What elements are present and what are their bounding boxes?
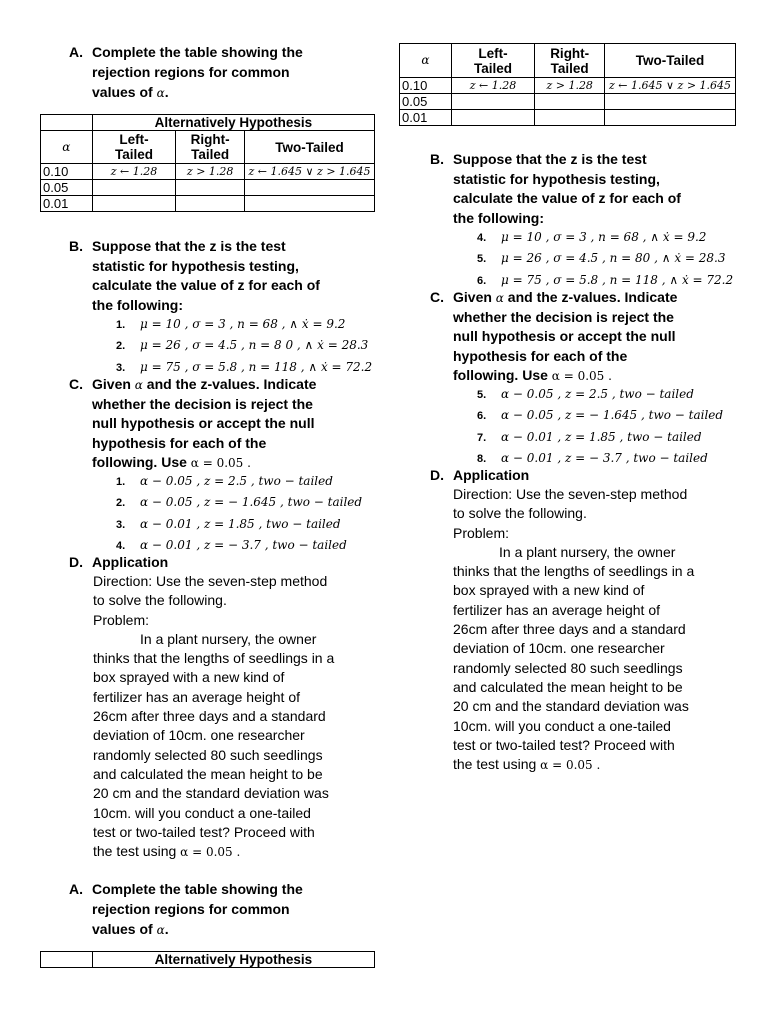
table-cell: 0.10	[41, 164, 93, 180]
left-rejection-table-2: Alternatively Hypothesis	[40, 951, 375, 968]
left-tailed-header: Left-	[478, 45, 508, 61]
left-section-b-heading: B. Suppose that the z is the test statistic for hypothesis testing, calculate the value of z for each of the following:	[69, 238, 320, 313]
right-section-b-heading: B. Suppose that the z is the test statistic for hypothesis testing, calculate the value of z for each of the following:	[430, 151, 681, 226]
right-section-d-heading: D. Application	[430, 467, 530, 483]
list-item: 1. α − 0.05 , z = 2.5 , two − tailed	[116, 474, 333, 488]
list-item: 4. α − 0.01 , z = − 3.7 , two − tailed	[116, 537, 347, 552]
left-section-a2-heading: A. Complete the table showing the rejection regions for common values of α.	[69, 881, 303, 937]
alpha-header: α	[41, 131, 93, 164]
table-cell: 0.10	[400, 78, 452, 94]
list-item: 5. μ = 26 , σ = 4.5 , n = 80 , ∧ ẋ = 28.3	[477, 251, 726, 266]
left-tailed-header: Left-	[119, 132, 149, 147]
right-section-c-heading: C. Given α and the z-values. Indicate whether the decision is reject the null hypothesis or accept the null hypothesis for each of the following. Use α = 0.05 .	[430, 289, 678, 383]
left-rejection-table: Alternatively Hypothesis α Left- Tailed Right- Tailed Two-Tailed 0.10 z ← 1.28 z > 1.28 z ← 1.645 ∨ z > 1.645 0.05 0.01	[40, 114, 375, 212]
two-tailed-header: Two-Tailed	[605, 44, 736, 78]
left-c-list	[116, 471, 376, 556]
table-cell: 0.01	[41, 196, 93, 212]
two-tailed-header: Two-Tailed	[245, 131, 375, 164]
table-title: Alternatively Hypothesis	[92, 115, 374, 131]
list-item: 1. μ = 10 , σ = 3 , n = 68 , ∧ ẋ = 9.2	[116, 317, 346, 331]
table-cell: 0.05	[400, 94, 452, 110]
list-item: 6. α − 0.05 , z = − 1.645 , two − tailed	[477, 408, 724, 423]
right-c-list	[477, 384, 737, 469]
right-d-body: Direction: Use the seven-step method to solve the following. Problem: In a plant nursery, the owner thinks that the lengths of seedlings in a box sprayed with a new kind of fertilizer has an average height of 26cm after three days and a standard deviation of 10cm. one researcher randomly selected 80 such seedlings and calculated the mean height to be 20 cm and the standard deviation was 10cm. will you conduct a one-tailed test or two-tailed test? Proceed with the test using α = 0.05 .	[453, 486, 695, 773]
list-item: 3. μ = 75 , σ = 5.8 , n = 118 , ∧ ẋ = 72.2	[116, 359, 373, 374]
table-cell: 0.05	[41, 180, 93, 196]
list-item: 5. α − 0.05 , z = 2.5 , two − tailed	[477, 387, 694, 401]
right-b-list	[477, 227, 737, 291]
left-section-a-heading: A. Complete the table showing the rejection regions for common values of α.	[69, 44, 303, 100]
alpha-header: α	[400, 44, 452, 78]
left-d-body: Direction: Use the seven-step method to solve the following. Problem: In a plant nursery, the owner thinks that the lengths of seedlings in a box sprayed with a new kind of fertilizer has an average height of 26cm after three days and a standard deviation of 10cm. one researcher randomly selected 80 such seedlings and calculated the mean height to be 20 cm and the standard deviation was 10cm. will you conduct a one-tailed test or two-tailed test? Proceed with the test using α = 0.05 .	[93, 573, 335, 860]
list-item: 8. α − 0.01 , z = − 3.7 , two − tailed	[477, 450, 708, 465]
list-item: 3. α − 0.01 , z = 1.85 , two − tailed	[116, 516, 341, 531]
right-tailed-header: Right-	[550, 45, 590, 61]
list-item: 4. μ = 10 , σ = 3 , n = 68 , ∧ ẋ = 9.2	[477, 230, 707, 244]
list-item: 2. μ = 26 , σ = 4.5 , n = 8 0 , ∧ ẋ = 28.3	[116, 338, 369, 353]
list-item: 2. α − 0.05 , z = − 1.645 , two − tailed	[116, 495, 363, 510]
left-section-d-heading: D. Application	[69, 554, 169, 570]
left-b-list	[116, 314, 376, 378]
right-rejection-table: α Left- Tailed Right- Tailed Two-Tailed 0.10 z ← 1.28 z > 1.28 z ← 1.645 ∨ z > 1.645 0.05 0.01	[399, 43, 736, 126]
list-item: 6. μ = 75 , σ = 5.8 , n = 118 , ∧ ẋ = 72.2	[477, 272, 734, 287]
left-section-c-heading: C. Given α and the z-values. Indicate whether the decision is reject the null hypothesis or accept the null hypothesis for each of the following. Use α = 0.05 .	[69, 376, 317, 470]
table-cell: 0.01	[400, 110, 452, 126]
list-item: 7. α − 0.01 , z = 1.85 , two − tailed	[477, 429, 702, 444]
right-tailed-header: Right-	[190, 132, 230, 147]
